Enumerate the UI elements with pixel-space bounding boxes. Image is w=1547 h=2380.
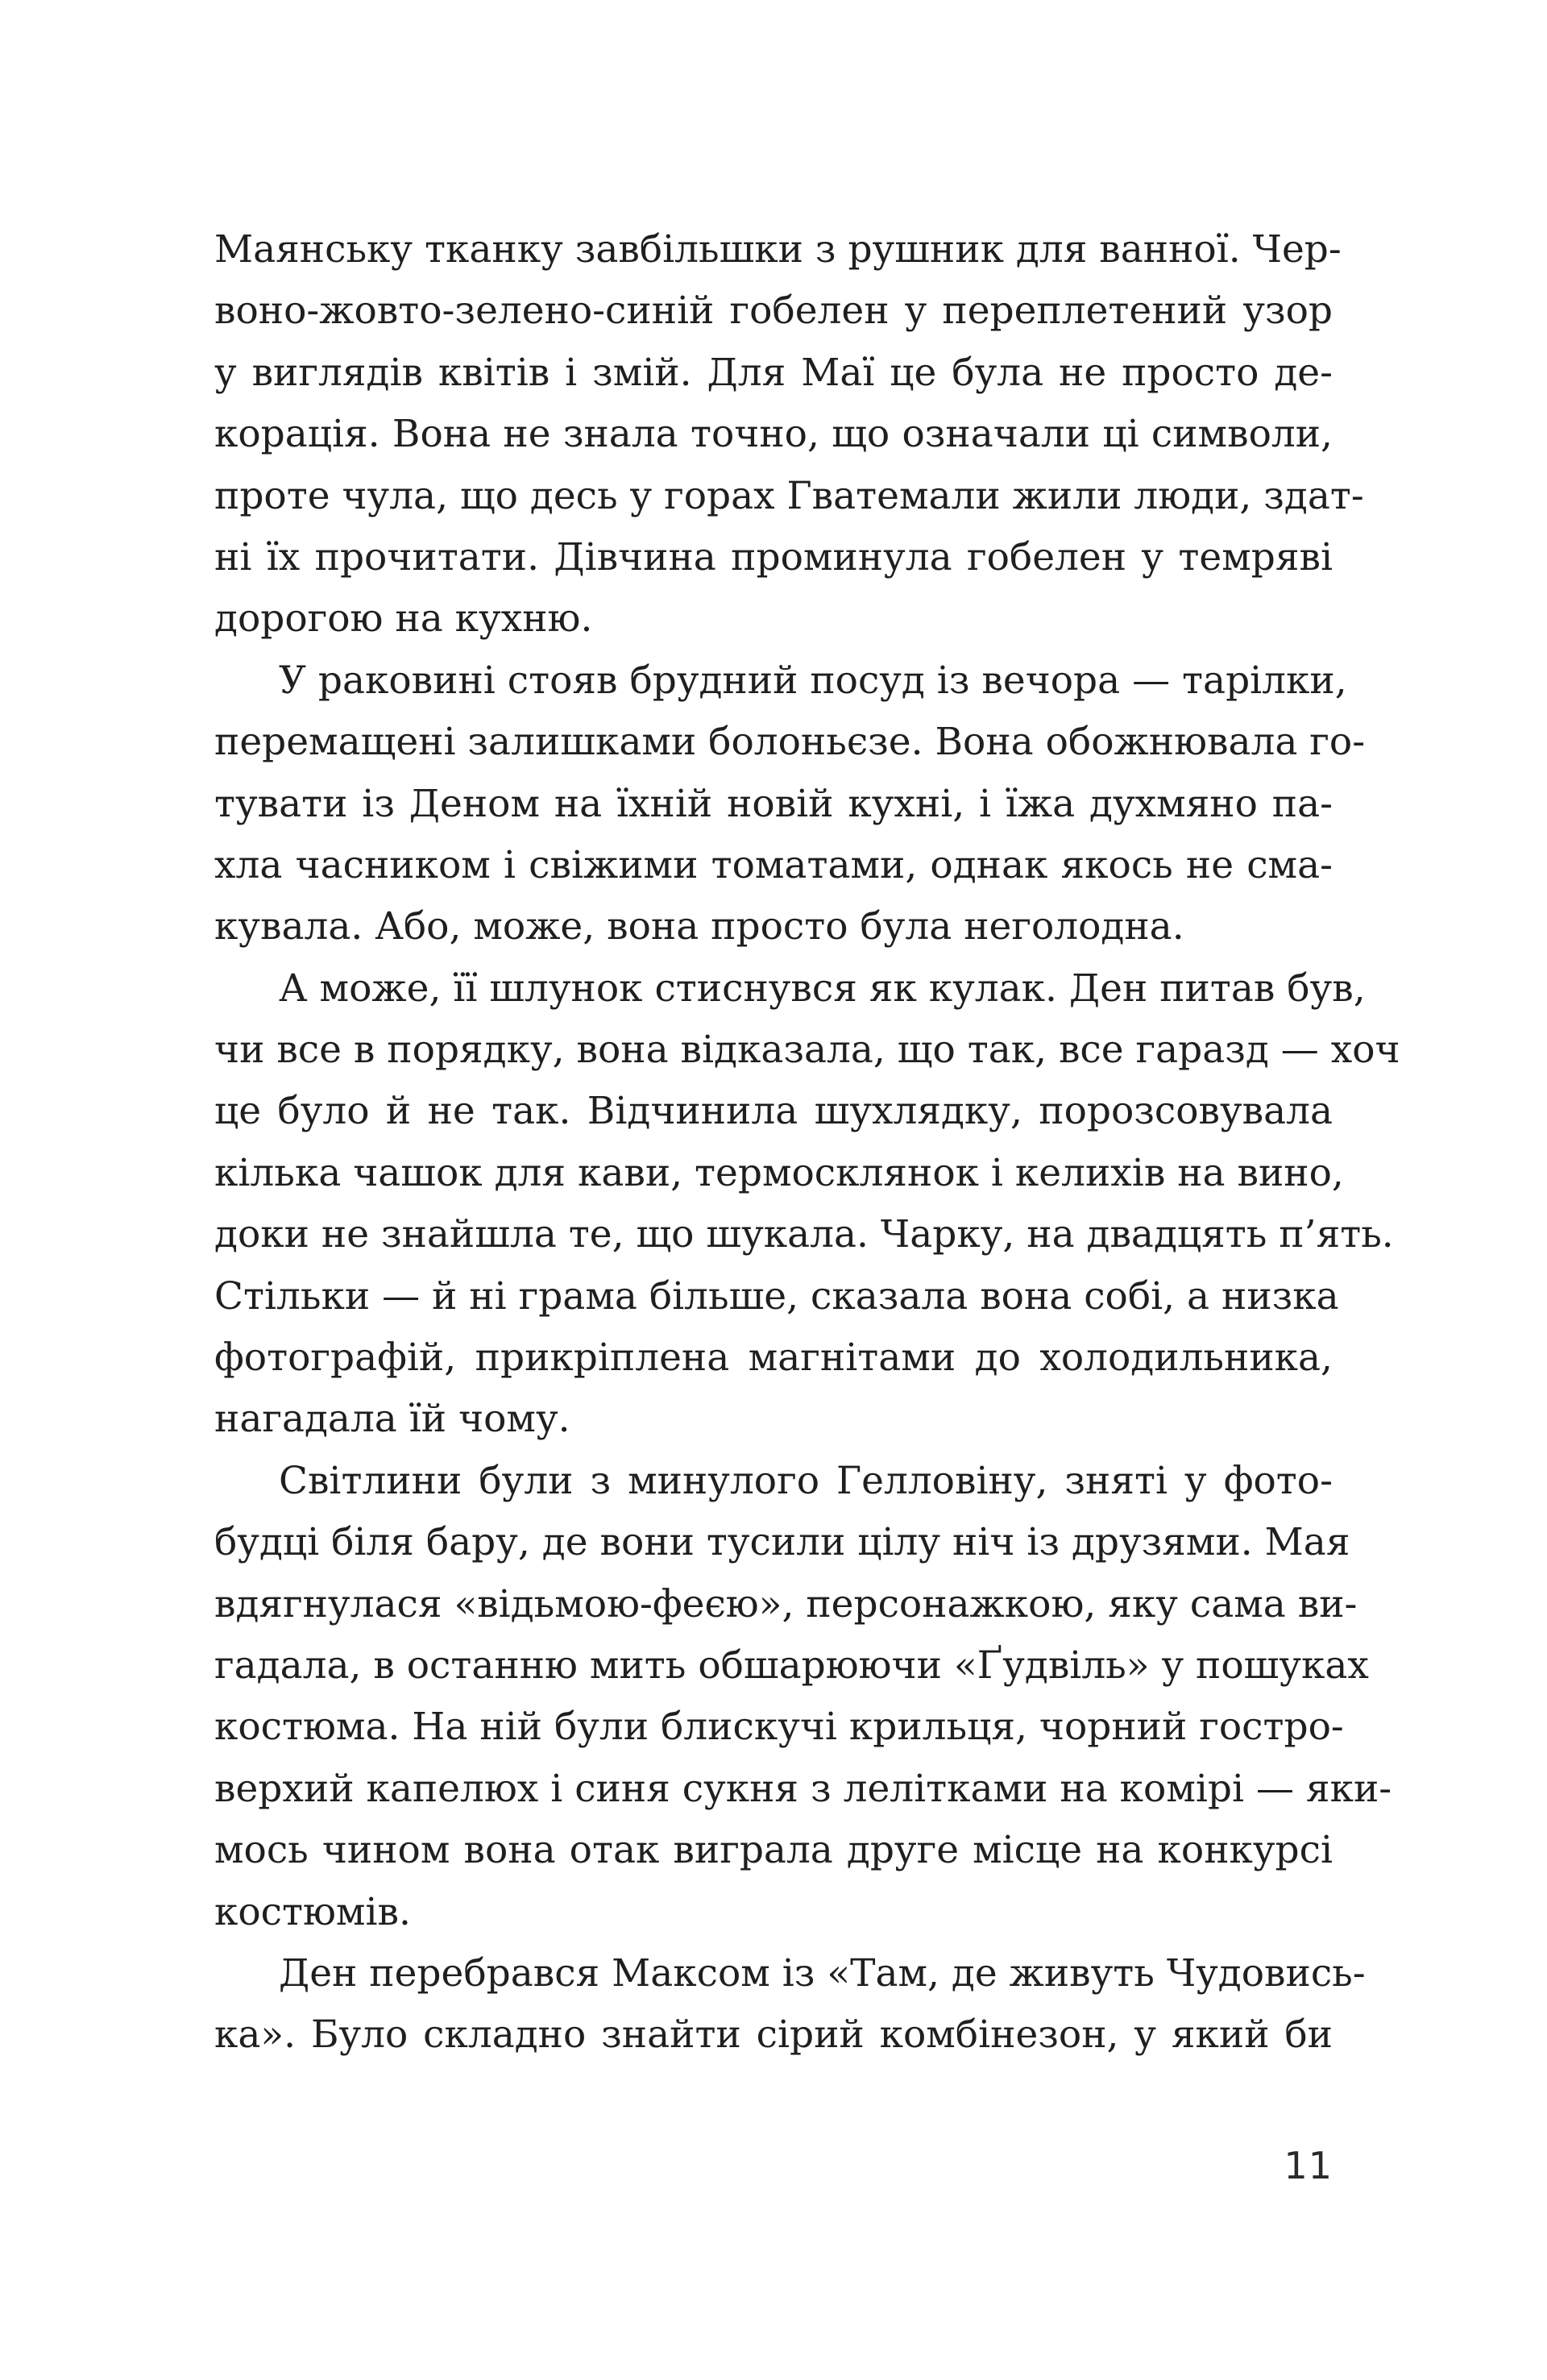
text-line: тувати із Деном на їхній новій кухні, і їжа духмяно па- — [214, 781, 1333, 826]
text-line: А може, її шлунок стиснувся як кулак. Ден питав був, — [279, 966, 1366, 1011]
page-number: 11 — [1284, 2144, 1333, 2187]
text-line: корація. Вона не знала точно, що означали ці символи, — [214, 412, 1333, 457]
text-line: кувала. Або, може, вона просто була неголодна. — [214, 904, 1184, 949]
text-line: костюма. На ній були блискучі крильця, чорний гостро- — [214, 1705, 1344, 1750]
text-line: Світлини були з минулого Гелловіну, зняті у фото- — [279, 1458, 1333, 1503]
text-line: вдягнулася «відьмою-феєю», персонажкою, яку сама ви- — [214, 1581, 1358, 1626]
text-line: костюмів. — [214, 1889, 411, 1934]
text-line: фотографій, прикріплена магнітами до холодильника, — [214, 1335, 1333, 1381]
text-line: проте чула, що десь у горах Гватемали жили люди, здат- — [214, 473, 1364, 518]
text-line: чи все в порядку, вона відказала, що так, все гаразд — хоч — [214, 1028, 1400, 1073]
text-line: Стільки — й ні грама більше, сказала вона собі, а низка — [214, 1273, 1339, 1319]
paragraph — [214, 958, 1400, 1451]
paragraph — [214, 650, 1366, 958]
text-line: нагадала їй чому. — [214, 1397, 570, 1442]
text-line: верхий капелюх і синя сукня з лелітками на комірі — яки- — [214, 1766, 1392, 1811]
text-line: хла часником і свіжими томатами, однак якось не сма- — [214, 842, 1333, 887]
text-line: кілька чашок для кави, термосклянок і келихів на вино, — [214, 1150, 1344, 1195]
text-line: ка». Було складно знайти сірий комбінезон, у який би — [214, 2012, 1333, 2058]
text-line: це було й не так. Відчинила шухлядку, порозсовувала — [214, 1089, 1333, 1134]
text-line: Маянську тканку завбільшки з рушник для ванної. Чер- — [214, 227, 1342, 272]
paragraph — [214, 219, 1364, 650]
text-line: У раковині стояв брудний посуд із вечора — тарілки, — [279, 658, 1347, 703]
text-line: мось чином вона отак виграла друге місце на конкурсі — [214, 1828, 1333, 1873]
paragraph — [214, 1451, 1392, 1943]
paragraph — [214, 1943, 1366, 2066]
text-line: воно-жовто-зелено-синій гобелен у переплетений узор — [214, 289, 1333, 334]
body-text — [214, 219, 1400, 2066]
text-line: ні їх прочитати. Дівчина проминула гобелен у темряві — [214, 534, 1333, 579]
text-line: доки не знайшла те, що шукала. Чарку, на двадцять п’ять. — [214, 1212, 1394, 1257]
text-line: дорогою на кухню. — [214, 596, 593, 642]
text-line: будці біля бару, де вони тусили цілу ніч із друзями. Мая — [214, 1520, 1350, 1565]
text-line: у виглядів квітів і змій. Для Маї це була не просто де- — [214, 350, 1333, 395]
text-line: Ден перебрався Максом із «Там, де живуть Чудовись- — [279, 1950, 1366, 1996]
text-line: гадала, в останню мить обшарюючи «Ґудвіль» у пошуках — [214, 1643, 1369, 1688]
text-line: перемащені залишками болоньєзе. Вона обожнювала го- — [214, 720, 1366, 765]
